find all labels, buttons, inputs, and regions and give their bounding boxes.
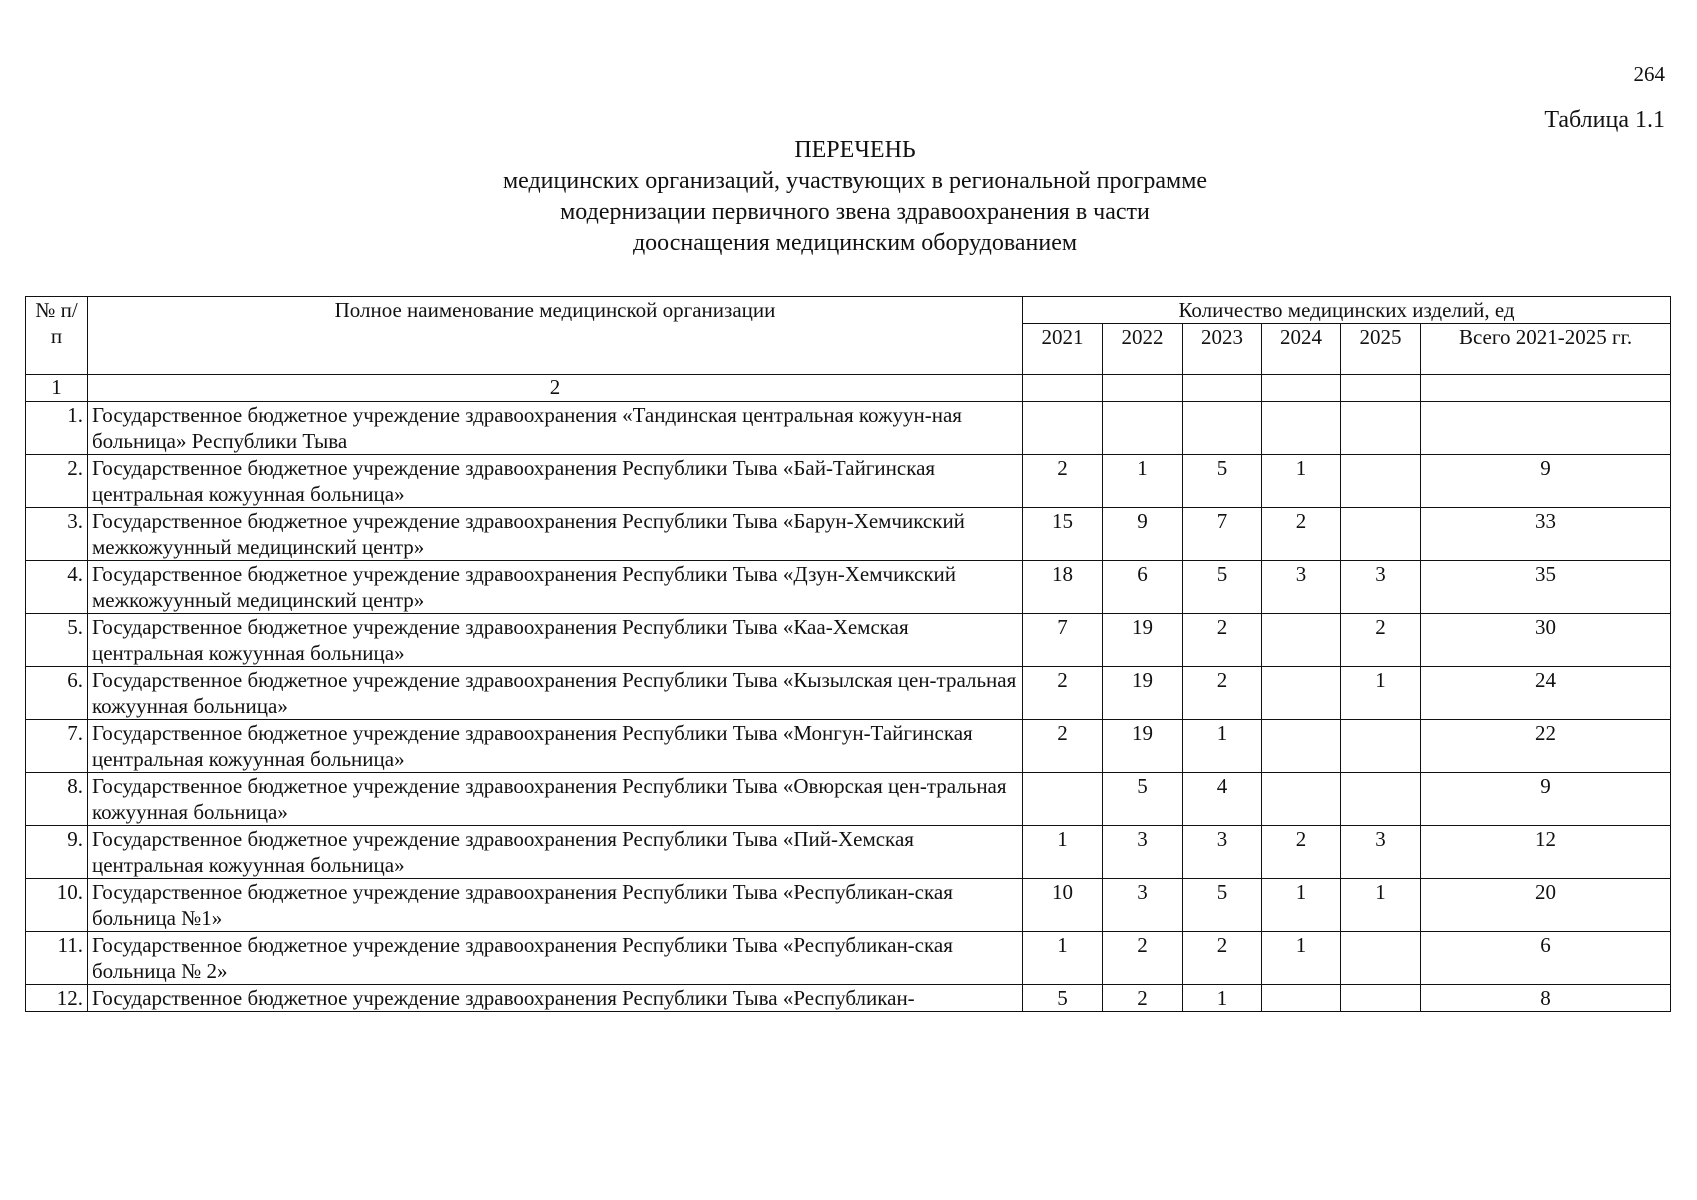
year-value-cell: 1 — [1183, 985, 1262, 1012]
organization-name: Государственное бюджетное учреждение здравоохранения Республики Тыва «Дзун-Хемчикский межкожуунный медицинский центр» — [88, 561, 1023, 614]
year-value-cell: 2 — [1023, 720, 1103, 773]
year-value-cell: 3 — [1103, 826, 1183, 879]
total-cell: 24 — [1421, 667, 1671, 720]
organization-name: Государственное бюджетное учреждение здравоохранения Республики Тыва «Овюрская цен-тральная кожуунная больница» — [88, 773, 1023, 826]
year-value-cell: 2 — [1023, 667, 1103, 720]
year-value-cell — [1023, 402, 1103, 455]
year-value-cell: 3 — [1103, 879, 1183, 932]
row-number: 11. — [26, 932, 88, 985]
year-value-cell: 1 — [1341, 879, 1421, 932]
row-number: 10. — [26, 879, 88, 932]
header-year-2024: 2024 — [1262, 324, 1341, 375]
organization-name: Государственное бюджетное учреждение здравоохранения Республики Тыва «Республикан- — [88, 985, 1023, 1012]
year-value-cell: 3 — [1183, 826, 1262, 879]
year-value-cell: 7 — [1183, 508, 1262, 561]
year-value-cell — [1103, 402, 1183, 455]
organization-name: Государственное бюджетное учреждение здравоохранения Республики Тыва «Каа-Хемская центральная кожуунная больница» — [88, 614, 1023, 667]
index-empty-cell — [1023, 375, 1103, 402]
row-number: 7. — [26, 720, 88, 773]
year-value-cell — [1262, 402, 1341, 455]
year-value-cell — [1262, 667, 1341, 720]
year-value-cell: 2 — [1103, 985, 1183, 1012]
total-cell: 6 — [1421, 932, 1671, 985]
row-number: 2. — [26, 455, 88, 508]
total-cell: 8 — [1421, 985, 1671, 1012]
title-line-3: модернизации первичного звена здравоохранения в части — [560, 199, 1150, 225]
year-value-cell: 1 — [1023, 932, 1103, 985]
organization-name: Государственное бюджетное учреждение здравоохранения Республики Тыва «Бай-Тайгинская центральная кожуунная больница» — [88, 455, 1023, 508]
year-value-cell: 2 — [1183, 614, 1262, 667]
year-value-cell — [1262, 985, 1341, 1012]
table-row — [26, 667, 1671, 720]
year-value-cell: 2 — [1023, 455, 1103, 508]
year-value-cell — [1183, 402, 1262, 455]
row-number: 6. — [26, 667, 88, 720]
year-value-cell: 19 — [1103, 667, 1183, 720]
header-row-1 — [26, 297, 1671, 324]
row-number: 3. — [26, 508, 88, 561]
year-value-cell: 2 — [1183, 932, 1262, 985]
year-value-cell: 18 — [1023, 561, 1103, 614]
year-value-cell: 2 — [1103, 932, 1183, 985]
year-value-cell: 1 — [1262, 455, 1341, 508]
year-value-cell — [1341, 932, 1421, 985]
year-value-cell — [1023, 773, 1103, 826]
year-value-cell: 1 — [1341, 667, 1421, 720]
document-title — [330, 135, 1380, 259]
column-index-row — [26, 375, 1671, 402]
year-value-cell — [1262, 614, 1341, 667]
year-value-cell: 5 — [1183, 455, 1262, 508]
year-value-cell: 3 — [1341, 561, 1421, 614]
table-row — [26, 508, 1671, 561]
year-value-cell: 2 — [1183, 667, 1262, 720]
index-empty-cell — [1183, 375, 1262, 402]
year-value-cell: 3 — [1262, 561, 1341, 614]
index-empty-cell — [1341, 375, 1421, 402]
year-value-cell — [1341, 773, 1421, 826]
organization-name: Государственное бюджетное учреждение здравоохранения Республики Тыва «Монгун-Тайгинская центральная кожуунная больница» — [88, 720, 1023, 773]
year-value-cell — [1341, 402, 1421, 455]
table-row — [26, 826, 1671, 879]
row-number: 12. — [26, 985, 88, 1012]
year-value-cell: 1 — [1262, 932, 1341, 985]
index-col-1: 1 — [26, 375, 88, 402]
total-cell: 35 — [1421, 561, 1671, 614]
header-year-2023: 2023 — [1183, 324, 1262, 375]
table-row — [26, 932, 1671, 985]
index-empty-cell — [1421, 375, 1671, 402]
year-value-cell — [1341, 720, 1421, 773]
organization-name: Государственное бюджетное учреждение здравоохранения Республики Тыва «Пий-Хемская центральная кожуунная больница» — [88, 826, 1023, 879]
year-value-cell: 10 — [1023, 879, 1103, 932]
title-line-2: медицинских организаций, участвующих в региональной программе — [502, 168, 1208, 194]
header-year-2021: 2021 — [1023, 324, 1103, 375]
row-number: 9. — [26, 826, 88, 879]
year-value-cell — [1262, 773, 1341, 826]
index-empty-cell — [1103, 375, 1183, 402]
year-value-cell: 1 — [1262, 879, 1341, 932]
organization-name: Государственное бюджетное учреждение здравоохранения Республики Тыва «Республикан-ская больница № 2» — [88, 932, 1023, 985]
organization-name: Государственное бюджетное учреждение здравоохранения Республики Тыва «Кызылская цен-тральная кожуунная больница» — [88, 667, 1023, 720]
year-value-cell: 9 — [1103, 508, 1183, 561]
header-quantity: Количество медицинских изделий, ед — [1023, 297, 1671, 324]
table-row — [26, 614, 1671, 667]
year-value-cell: 2 — [1262, 826, 1341, 879]
page-number: 264 — [1633, 62, 1665, 86]
total-cell: 9 — [1421, 773, 1671, 826]
year-value-cell: 4 — [1183, 773, 1262, 826]
year-value-cell — [1341, 508, 1421, 561]
table-label: Таблица 1.1 — [1544, 107, 1665, 133]
table-row — [26, 402, 1671, 455]
title-line-1: ПЕРЕЧЕНЬ — [794, 137, 916, 163]
year-value-cell: 19 — [1103, 720, 1183, 773]
year-value-cell: 1 — [1023, 826, 1103, 879]
header-year-2025: 2025 — [1341, 324, 1421, 375]
table-row — [26, 773, 1671, 826]
year-value-cell — [1262, 720, 1341, 773]
year-value-cell: 15 — [1023, 508, 1103, 561]
table-row — [26, 455, 1671, 508]
row-number: 5. — [26, 614, 88, 667]
year-value-cell: 5 — [1103, 773, 1183, 826]
header-total: Всего 2021-2025 гг. — [1421, 324, 1671, 375]
index-col-2: 2 — [88, 375, 1023, 402]
row-number: 8. — [26, 773, 88, 826]
total-cell — [1421, 402, 1671, 455]
year-value-cell: 19 — [1103, 614, 1183, 667]
total-cell: 33 — [1421, 508, 1671, 561]
year-value-cell: 2 — [1341, 614, 1421, 667]
year-value-cell: 1 — [1183, 720, 1262, 773]
index-empty-cell — [1262, 375, 1341, 402]
organization-name: Государственное бюджетное учреждение здравоохранения Республики Тыва «Республикан-ская больница №1» — [88, 879, 1023, 932]
year-value-cell: 5 — [1183, 561, 1262, 614]
year-value-cell: 5 — [1023, 985, 1103, 1012]
row-number: 1. — [26, 402, 88, 455]
total-cell: 22 — [1421, 720, 1671, 773]
total-cell: 12 — [1421, 826, 1671, 879]
table-row — [26, 720, 1671, 773]
year-value-cell: 2 — [1262, 508, 1341, 561]
year-value-cell: 5 — [1183, 879, 1262, 932]
total-cell: 20 — [1421, 879, 1671, 932]
year-value-cell — [1341, 985, 1421, 1012]
year-value-cell: 1 — [1103, 455, 1183, 508]
organizations-table — [25, 296, 1671, 1012]
header-num: № п/п — [26, 297, 88, 375]
table-row — [26, 561, 1671, 614]
total-cell: 30 — [1421, 614, 1671, 667]
header-year-2022: 2022 — [1103, 324, 1183, 375]
table-row — [26, 879, 1671, 932]
table-row — [26, 985, 1671, 1012]
organization-name: Государственное бюджетное учреждение здравоохранения Республики Тыва «Барун-Хемчикский межкожуунный медицинский центр» — [88, 508, 1023, 561]
year-value-cell: 6 — [1103, 561, 1183, 614]
header-name: Полное наименование медицинской организации — [88, 297, 1023, 375]
organization-name: Государственное бюджетное учреждение здравоохранения «Тандинская центральная кожуун-ная больница» Республики Тыва — [88, 402, 1023, 455]
year-value-cell: 7 — [1023, 614, 1103, 667]
year-value-cell — [1341, 455, 1421, 508]
row-number: 4. — [26, 561, 88, 614]
year-value-cell: 3 — [1341, 826, 1421, 879]
title-line-4: дооснащения медицинским оборудованием — [632, 230, 1078, 256]
total-cell: 9 — [1421, 455, 1671, 508]
